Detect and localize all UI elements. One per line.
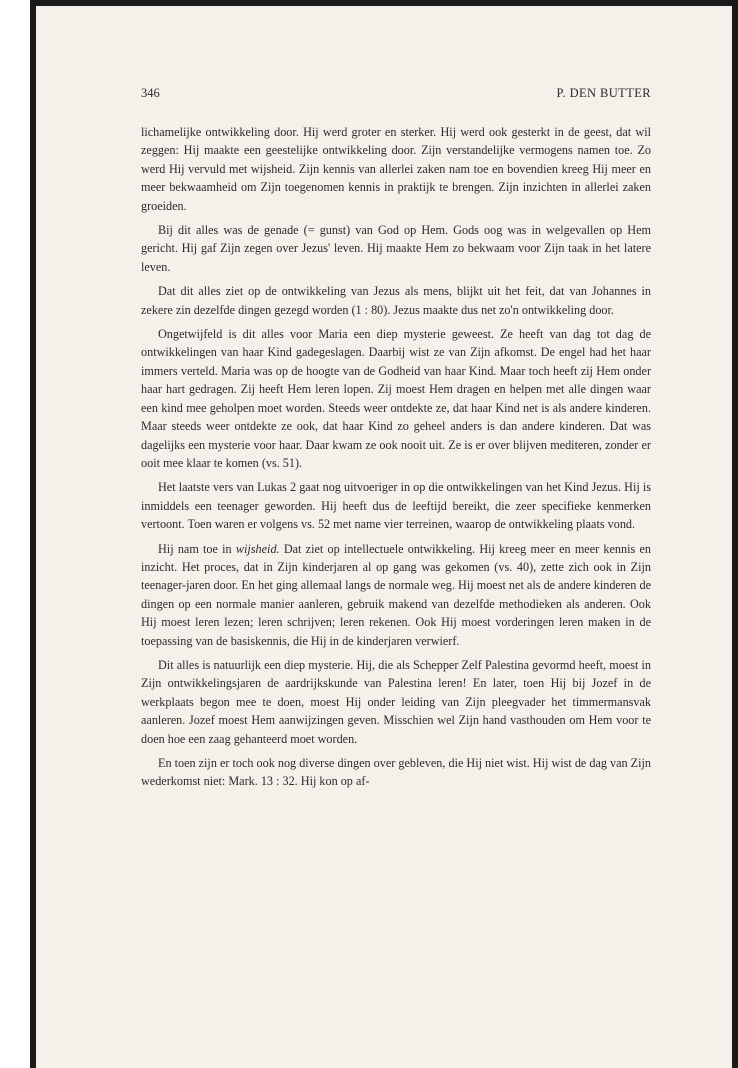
page-header: [141, 86, 651, 106]
paragraph-2: Bij dit alles was de genade (= gunst) van God op Hem. Gods oog was in welgevallen op Hem gericht. Hij gaf Zijn zegen over Jezus' leven. Hij maakte Hem zo bekwaam voor Zijn taak in het latere leven.: [141, 223, 651, 274]
page-number: 346: [141, 86, 160, 100]
paragraph-5: Het laatste vers van Lukas 2 gaat nog uitvoeriger in op die ontwikkelingen van het Kind Jezus. Hij is inmiddels een teenager geworden. Hij heeft dus de leeftijd bereikt, die zeer specifieke kenmerken vertoont. Toen waren er volgens vs. 52 met name vier terreinen, waarop de ontwikkeling plaats vond.: [141, 480, 651, 532]
body-text: [141, 123, 651, 797]
paragraph-6-start: Hij nam toe in: [158, 541, 236, 556]
paragraph-6: [141, 540, 651, 650]
emphasis-wijsheid: wijsheid.: [235, 541, 280, 556]
paragraph-6-rest: Dat ziet op intellectuele ontwikkeling. Hij kreeg meer en meer kennis en inzicht. Het proces, dat in Zijn kinderjaren al op gang was gekomen (vs. 40), zette zich ook in Zijn teenager-jaren door. En het ging allemaal langs de normale weg. Hij moest net als de andere kinderen de dingen op een normale manier aanleren, gebruik makend van dezelfde methodieken als anderen. Ook Hij moest leren lezen; leren schrijven; leren rekenen. Ook Hij moest vorderingen leren maken in de toepassing van de basiskennis, die Hij in de kinderjaren verwierf.: [141, 541, 651, 648]
running-head: P. DEN BUTTER: [556, 86, 651, 100]
paragraph-8: En toen zijn er toch ook nog diverse dingen over gebleven, die Hij niet wist. Hij wist de dag van Zijn wederkomst niet: Mark. 13 : 32. Hij kon op af-: [141, 756, 651, 789]
paragraph-7: Dit alles is natuurlijk een diep mysterie. Hij, die als Schepper Zelf Palestina gevormd heeft, moest in Zijn ontwikkelingsjaren de aardrijkskunde van Palestina leren! En later, toen Hij bij Jozef in de werkplaats begon mee te doen, moest Hij onder leiding van Zijn pleegvader het timmermansvak aanleren. Jozef moest Hem aanwijzingen geven. Misschien wel Zijn hand vasthouden om Hem voor te doen hoe een zaag gehanteerd moet worden.: [141, 657, 651, 746]
paragraph-3: Dat dit alles ziet op de ontwikkeling van Jezus als mens, blijkt uit het feit, dat van Johannes in zekere zin dezelfde dingen gezegd worden (1 : 80). Jezus maakte dus net zo'n ontwikkeling door.: [141, 284, 651, 317]
scan-border-right: [732, 0, 738, 1068]
paragraph-1: lichamelijke ontwikkeling door. Hij werd groter en sterker. Hij werd ook gesterkt in de geest, dat wil zeggen: Hij maakte een geestelijke ontwikkeling door. Zijn verstandelijke vermogens namen toe. Zo werd Hij vervuld met wijsheid. Zijn kennis van allerlei zaken nam toe en bovendien kreeg Hij meer en meer bekwaamheid om Zijn toegenomen kennis in praktijk te brengen. Zijn inzichten in allerlei zaken groeiden.: [141, 125, 651, 213]
paragraph-4: Ongetwijfeld is dit alles voor Maria een diep mysterie geweest. Ze heeft van dag tot dag de ontwikkelingen van haar Kind gadegeslagen. Daarbij wist ze van Zijn afkomst. De engel had het haar immers verteld. Maria was op de hoogte van de Godheid van haar Kind. Maar toch heeft zij Hem onder haar hart gedragen. Zij heeft Hem leren lopen. Zij moest Hem dragen en helpen met alle dingen waar een kind mee geholpen moet worden. Steeds weer ontdekte ze, dat haar Kind net is als andere kinderen. Maar steeds weer ontdekte ze ook, dat haar Kind zo geheel anders is dan andere kinderen. Dat was dagelijks een mysterie voor haar. Daar kwam ze ook nooit uit. Ze is er over blijven mediteren, zonder er ooit mee klaar te komen (vs. 51).: [141, 327, 651, 470]
